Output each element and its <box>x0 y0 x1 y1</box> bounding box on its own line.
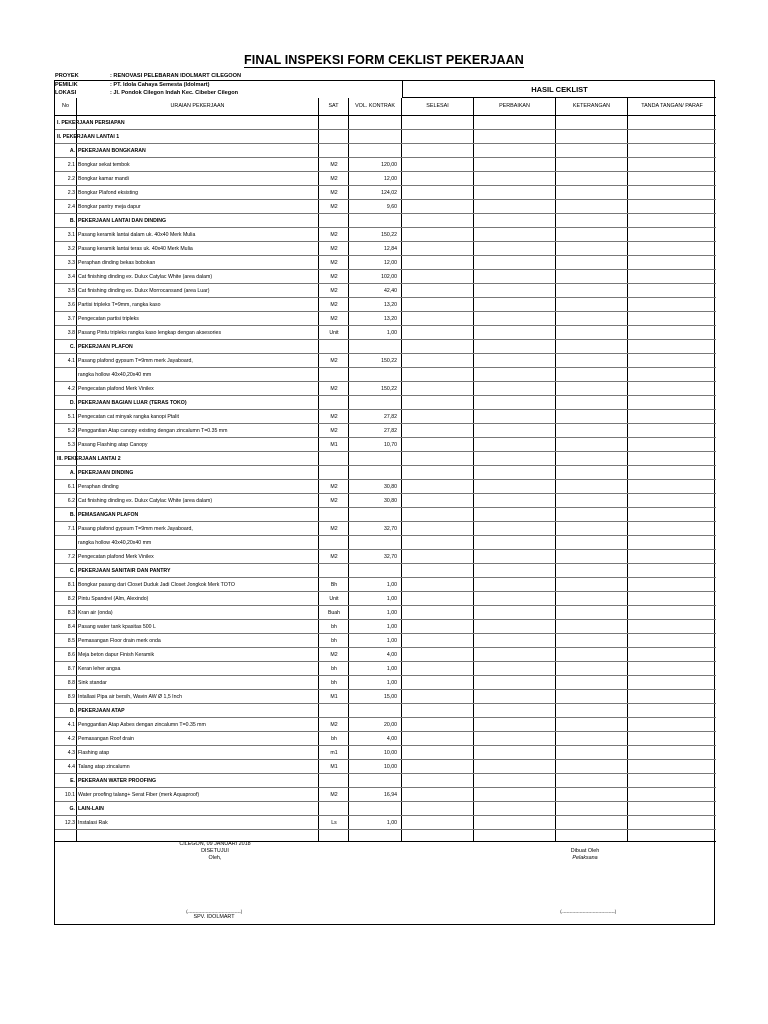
row-unit <box>319 116 349 130</box>
subsection-row <box>55 214 716 228</box>
form-title: FINAL INSPEKSI FORM CEKLIST PEKERJAAN <box>244 53 524 67</box>
row-description: Pasang keramik lantai dalam uk. 40x40 Merk Mulia <box>78 232 196 238</box>
row-no: 4.3 <box>67 750 75 756</box>
row-volume: 1,00 <box>386 638 397 644</box>
row-no: G. <box>69 806 75 812</box>
row-no: 5.3 <box>67 442 75 448</box>
row-unit: M2 <box>330 190 338 196</box>
row-volume: 10,00 <box>384 764 397 770</box>
row-description: PEKERJAAN ATAP <box>78 708 125 714</box>
row-volume: 20,00 <box>384 722 397 728</box>
row-no: B. <box>69 512 75 518</box>
row-unit: M2 <box>330 260 338 266</box>
row-volume: 27,82 <box>384 414 397 420</box>
table-row <box>55 606 716 620</box>
row-no: E. <box>70 778 75 784</box>
row-description: Cat finishing dinding ex. Dulux Catylac White (area dalam) <box>78 498 213 504</box>
row-description: PEKERJAAN PLAFON <box>78 344 133 350</box>
section-row <box>55 452 716 466</box>
table-row <box>55 620 716 634</box>
table-row <box>55 718 716 732</box>
row-no: A. <box>69 148 75 154</box>
row-no: 3.3 <box>67 260 75 266</box>
row-volume: 30,80 <box>384 484 397 490</box>
table-row <box>55 480 716 494</box>
table-row <box>55 550 716 564</box>
row-no: 10.1 <box>64 792 75 798</box>
table-row <box>55 760 716 774</box>
row-unit: Ls <box>331 820 337 826</box>
row-volume: 1,00 <box>386 666 397 672</box>
row-unit: M2 <box>330 484 338 490</box>
row-no: 3.1 <box>67 232 75 238</box>
row-volume: 10,70 <box>384 442 397 448</box>
row-unit: M2 <box>330 498 338 504</box>
pemilik-label: PEMILIK <box>55 81 78 88</box>
row-volume: 12,00 <box>384 176 397 182</box>
row-unit <box>319 802 349 816</box>
signature-line-left: (......................................................................) <box>186 909 242 914</box>
row-description: Flashing atap <box>78 750 110 756</box>
signature-right <box>524 909 652 914</box>
row-volume <box>349 564 400 578</box>
row-description: PEKERJAAN DINDING <box>78 470 134 476</box>
row-no: 3.4 <box>67 274 75 280</box>
signature-line-right: (......................................................................) <box>560 909 616 914</box>
row-unit: M2 <box>330 246 338 252</box>
row-description: Pasang plafond gypsum T=9mm merk Jayaboard, <box>78 358 193 364</box>
row-unit: M2 <box>330 162 338 168</box>
row-description: Pasang Pintu tripleks rangka kaso lengkap dengan aksesories <box>78 330 222 336</box>
row-description: Peraphan dinding bekas bobokan <box>78 260 156 266</box>
row-unit: M2 <box>330 274 338 280</box>
row-no: 7.1 <box>67 526 75 532</box>
row-description: III. PEKERJAAN LANTAI 2 <box>57 456 121 462</box>
row-description: Bongkar kamar mandi <box>78 176 129 182</box>
table-row <box>55 732 716 746</box>
row-unit <box>319 368 349 382</box>
table-row <box>55 200 716 214</box>
footer-oleh: Oleh, <box>208 855 222 861</box>
table-row <box>55 242 716 256</box>
row-volume: 124,02 <box>381 190 397 196</box>
row-unit <box>319 452 349 466</box>
row-description: Pasang water tank kpasitas 500 L <box>78 624 156 630</box>
row-no: 8.3 <box>67 610 75 616</box>
row-unit: M2 <box>330 316 338 322</box>
row-no: 8.5 <box>67 638 75 644</box>
row-no: 3.2 <box>67 246 75 252</box>
row-no: 8.7 <box>67 666 75 672</box>
subsection-row <box>55 396 716 410</box>
row-description: Cat finishing dinding ex. Dulux Morrocansand (area Luar) <box>78 288 210 294</box>
row-no: 6.2 <box>67 498 75 504</box>
row-no: 5.1 <box>67 414 75 420</box>
row-unit: bh <box>331 624 337 630</box>
row-description: LAIN-LAIN <box>78 806 104 812</box>
row-no: 7.2 <box>67 554 75 560</box>
row-description: Bongkar pantry meja dapur <box>78 204 141 210</box>
row-unit <box>319 536 349 550</box>
header-selesai: SELESAI <box>402 98 474 115</box>
row-description: Pemasangan Floor drain merk onda <box>78 638 161 644</box>
footer-pelaksana: Pelaksana <box>572 855 598 861</box>
row-no <box>55 536 76 550</box>
row-unit <box>319 564 349 578</box>
row-no: A. <box>69 470 75 476</box>
row-unit: m1 <box>330 750 338 756</box>
table-row <box>55 298 716 312</box>
row-description: rangka hollow 40x40,20x40 mm <box>78 540 152 546</box>
table-row <box>55 270 716 284</box>
row-volume: 13,20 <box>384 302 397 308</box>
row-description: Pasang plafond gypsum T=9mm merk Jayaboard, <box>78 526 193 532</box>
row-unit: Bh <box>330 582 338 588</box>
pemilik-value: : PT. Idola Cahaya Semesta (Idolmart) <box>110 81 210 88</box>
row-unit: bh <box>331 736 337 742</box>
subsection-row <box>55 508 716 522</box>
row-volume: 13,20 <box>384 316 397 322</box>
row-volume <box>349 774 400 788</box>
row-volume <box>349 214 400 228</box>
row-description: Cat finishing dinding ex. Dulux Catylac White (area dalam) <box>78 274 213 280</box>
footer-disetujui: DISETUJUI <box>201 848 229 854</box>
table-row <box>55 172 716 186</box>
row-description: PEKERJAAN SANITAIR DAN PANTRY <box>78 568 171 574</box>
row-unit: bh <box>331 680 337 686</box>
row-unit <box>319 340 349 354</box>
table-row <box>55 228 716 242</box>
footer-dibuat: Dibuat Oleh <box>570 848 600 854</box>
subsection-row <box>55 144 716 158</box>
row-volume: 1,00 <box>386 582 397 588</box>
subsection-row <box>55 802 716 816</box>
row-no: 2.3 <box>67 190 75 196</box>
row-volume: 1,00 <box>386 330 397 336</box>
row-volume <box>349 508 400 522</box>
row-no: 5.2 <box>67 428 75 434</box>
row-volume: 4,00 <box>386 736 397 742</box>
row-no: 4.4 <box>67 764 75 770</box>
row-volume: 102,00 <box>381 274 397 280</box>
row-volume: 1,00 <box>386 820 397 826</box>
lokasi-value: : Jl. Pondok Cilegon Indah Kec. Cibeber Cilegon <box>110 90 239 97</box>
row-unit: Unit <box>329 330 339 336</box>
table-row <box>55 648 716 662</box>
table-row <box>55 690 716 704</box>
row-no: B. <box>69 218 75 224</box>
row-unit: M1 <box>330 694 338 700</box>
table-row <box>55 494 716 508</box>
row-unit <box>319 144 349 158</box>
row-description: I. PEKERJAAN PERSIAPAN <box>57 120 125 126</box>
row-description: PEKERJAAN BONGKARAN <box>78 148 146 154</box>
table-row <box>55 158 716 172</box>
row-no: 2.4 <box>67 204 75 210</box>
row-description: Instalasi Rak <box>78 820 108 826</box>
row-unit: M2 <box>330 358 338 364</box>
row-no: 12.3 <box>64 820 75 826</box>
row-volume <box>349 368 400 382</box>
row-volume: 4,00 <box>386 652 397 658</box>
table-row <box>55 284 716 298</box>
row-description: Penggantian Atap canopy existing dengan zincalumn T=0.35 mm <box>78 428 228 434</box>
row-no: 4.2 <box>67 736 75 742</box>
row-no: 2.1 <box>67 162 75 168</box>
row-description: PEKERJAAN BAGIAN LUAR (TERAS TOKO) <box>78 400 187 406</box>
row-volume: 32,70 <box>384 526 397 532</box>
row-no: D. <box>69 708 75 714</box>
table-row <box>55 662 716 676</box>
row-volume <box>349 340 400 354</box>
table-row <box>55 326 716 340</box>
table-row <box>55 382 716 396</box>
row-unit: M1 <box>330 764 338 770</box>
row-description: Pengecatan plafond Merk Vinilex <box>78 386 154 392</box>
row-unit: M2 <box>330 792 338 798</box>
row-description: PEMASANGAN PLAFON <box>78 512 139 518</box>
row-unit <box>319 396 349 410</box>
row-unit <box>319 466 349 480</box>
table-row <box>55 256 716 270</box>
row-unit: Unit <box>329 596 339 602</box>
row-description: Peraphan dinding <box>78 484 119 490</box>
row-unit: bh <box>331 666 337 672</box>
row-volume: 16,94 <box>384 792 397 798</box>
row-unit <box>319 130 349 144</box>
proyek-value: : RENOVASI PELEBARAN IDOLMART CILEGOON <box>110 73 242 79</box>
row-unit <box>319 214 349 228</box>
subsection-row <box>55 466 716 480</box>
row-unit: M2 <box>330 176 338 182</box>
row-volume: 9,60 <box>386 204 397 210</box>
row-description: Bongkar pasang dari Closet Duduk Jadi Closet Jongkok Merk TOTO <box>78 582 235 588</box>
row-volume <box>349 802 400 816</box>
row-description: Sink standar <box>78 680 107 686</box>
header-no: No <box>55 98 77 115</box>
row-unit: M2 <box>330 722 338 728</box>
subsection-row <box>55 774 716 788</box>
subsection-row <box>55 564 716 578</box>
row-description: Pengecatan cat minyak rangka kanopi Ptalit <box>78 414 179 420</box>
row-description: Pengecatan plafond Merk Vinilex <box>78 554 154 560</box>
row-no: 3.6 <box>67 302 75 308</box>
table-row <box>55 634 716 648</box>
row-volume <box>349 466 400 480</box>
row-volume: 150,22 <box>381 358 397 364</box>
row-no: 6.1 <box>67 484 75 490</box>
row-no: 8.9 <box>67 694 75 700</box>
header-keterangan: KETERANGAN <box>556 98 628 115</box>
row-description: Bongkar sekat tembok <box>78 162 130 168</box>
proyek-label: PROYEK <box>55 73 79 79</box>
row-unit: M2 <box>330 554 338 560</box>
row-description: Pasang keramik lantai teras uk. 40x40 Merk Mulia <box>78 246 193 252</box>
row-description: Keran leher angsa <box>78 666 121 672</box>
row-description: Penggantian Atap Asbes dengan zincalumn T=0.35 mm <box>78 722 206 728</box>
row-description: Pasang Flashing atap Canopy <box>78 442 148 448</box>
table-row <box>55 410 716 424</box>
row-unit: M2 <box>330 526 338 532</box>
header-perbaikan: PERBAIKAN <box>474 98 556 115</box>
row-unit <box>319 704 349 718</box>
row-description: Pengecatan partisi tripleks <box>78 316 139 322</box>
subsection-row <box>55 340 716 354</box>
header-uraian: URAIAN PEKERJAAN <box>77 98 319 115</box>
row-volume: 1,00 <box>386 680 397 686</box>
table-row <box>55 578 716 592</box>
row-unit: bh <box>331 638 337 644</box>
row-description: Meja beton dapur Finish Keramik <box>78 652 155 658</box>
table-row <box>55 438 716 452</box>
row-description: II. PEKERJAAN LANTAI 1 <box>57 134 120 140</box>
footer-spv: SPV. IDOLMART <box>193 914 235 920</box>
row-unit: M2 <box>330 428 338 434</box>
row-no: 8.1 <box>67 582 75 588</box>
row-no: 4.2 <box>67 386 75 392</box>
row-description: rangka hollow 40x40,20x40 mm <box>78 372 152 378</box>
row-volume: 150,22 <box>381 386 397 392</box>
row-volume: 1,00 <box>386 610 397 616</box>
row-description: Talang atap zincalumn <box>78 764 130 770</box>
row-unit: M2 <box>330 386 338 392</box>
row-unit <box>319 774 349 788</box>
row-volume <box>349 130 400 144</box>
row-volume <box>349 704 400 718</box>
row-description: Partisi tripleks T=9mm, rangka kaso <box>78 302 161 308</box>
row-description: PEKERJAAN LANTAI DAN DINDING <box>78 218 167 224</box>
table-header <box>55 98 716 116</box>
row-volume: 27,82 <box>384 428 397 434</box>
row-description: Pemasangan Roof drain <box>78 736 134 742</box>
row-volume <box>349 396 400 410</box>
row-description: Water proofing talang+ Serat Fiber (merk Aquaproof) <box>78 792 200 798</box>
row-volume <box>349 144 400 158</box>
table-row <box>55 536 716 550</box>
row-unit: Buah <box>327 610 341 616</box>
row-no: D. <box>69 400 75 406</box>
maker-block <box>535 848 635 862</box>
hasil-ceklist-header: HASIL CEKLIST <box>402 81 716 98</box>
row-unit: M2 <box>330 232 338 238</box>
row-unit <box>319 508 349 522</box>
row-volume <box>349 116 400 130</box>
header-sat: SAT <box>319 98 349 115</box>
row-description: PEKERAAN WATER PROOFING <box>78 778 157 784</box>
row-no: 4.1 <box>67 722 75 728</box>
row-no: C. <box>69 568 75 574</box>
row-description: Pintu Spandrel (Alm, Alexindo) <box>78 596 149 602</box>
row-no: C. <box>69 344 75 350</box>
row-no: 4.1 <box>67 358 75 364</box>
row-description: Intallasi Pipa air bersih, Wavin AW Ø 1,5 Inch <box>78 694 182 700</box>
row-unit: M1 <box>330 442 338 448</box>
header-vol: VOL. KONTRAK <box>349 98 402 115</box>
footer-date: CILEGON, 09 JANUARI 2018 <box>179 841 251 847</box>
section-row <box>55 130 716 144</box>
row-unit: M2 <box>330 302 338 308</box>
row-volume: 15,00 <box>384 694 397 700</box>
row-volume <box>349 452 400 466</box>
lokasi-label: LOKASI <box>55 90 77 97</box>
row-no: 8.2 <box>67 596 75 602</box>
table-row <box>55 424 716 438</box>
table-row <box>55 354 716 368</box>
row-no: 2.2 <box>67 176 75 182</box>
table-row <box>55 676 716 690</box>
header-ttd: TANDA TANGAN/ PARAF <box>641 103 703 109</box>
approval-block <box>155 841 275 862</box>
table-row <box>55 186 716 200</box>
row-volume: 120,00 <box>381 162 397 168</box>
row-volume: 12,00 <box>384 260 397 266</box>
row-no: 8.6 <box>67 652 75 658</box>
row-volume: 30,80 <box>384 498 397 504</box>
row-unit: M2 <box>330 204 338 210</box>
table-row <box>55 522 716 536</box>
row-no: 3.8 <box>67 330 75 336</box>
row-unit: M2 <box>330 288 338 294</box>
row-volume: 12,84 <box>384 246 397 252</box>
row-no: 8.4 <box>67 624 75 630</box>
table-row <box>55 746 716 760</box>
subsection-row <box>55 704 716 718</box>
row-volume: 1,00 <box>386 624 397 630</box>
section-row <box>55 116 716 130</box>
row-unit: M2 <box>330 414 338 420</box>
row-volume <box>349 536 400 550</box>
row-no: 8.8 <box>67 680 75 686</box>
table-row <box>55 368 716 382</box>
table-row <box>55 592 716 606</box>
row-description: Kran air (onda) <box>78 610 113 616</box>
row-volume: 42,40 <box>384 288 397 294</box>
row-no: 3.7 <box>67 316 75 322</box>
row-volume: 150,22 <box>381 232 397 238</box>
table-row <box>55 816 716 830</box>
row-no <box>55 368 76 382</box>
signature-left <box>153 909 275 921</box>
table-row <box>55 312 716 326</box>
checklist-table <box>54 80 715 925</box>
row-volume: 10,00 <box>384 750 397 756</box>
row-volume: 32,70 <box>384 554 397 560</box>
row-description: Bongkar Plafond eksisting <box>78 190 138 196</box>
table-row <box>55 788 716 802</box>
row-unit: M2 <box>330 652 338 658</box>
row-no: 3.5 <box>67 288 75 294</box>
row-volume: 1,00 <box>386 596 397 602</box>
